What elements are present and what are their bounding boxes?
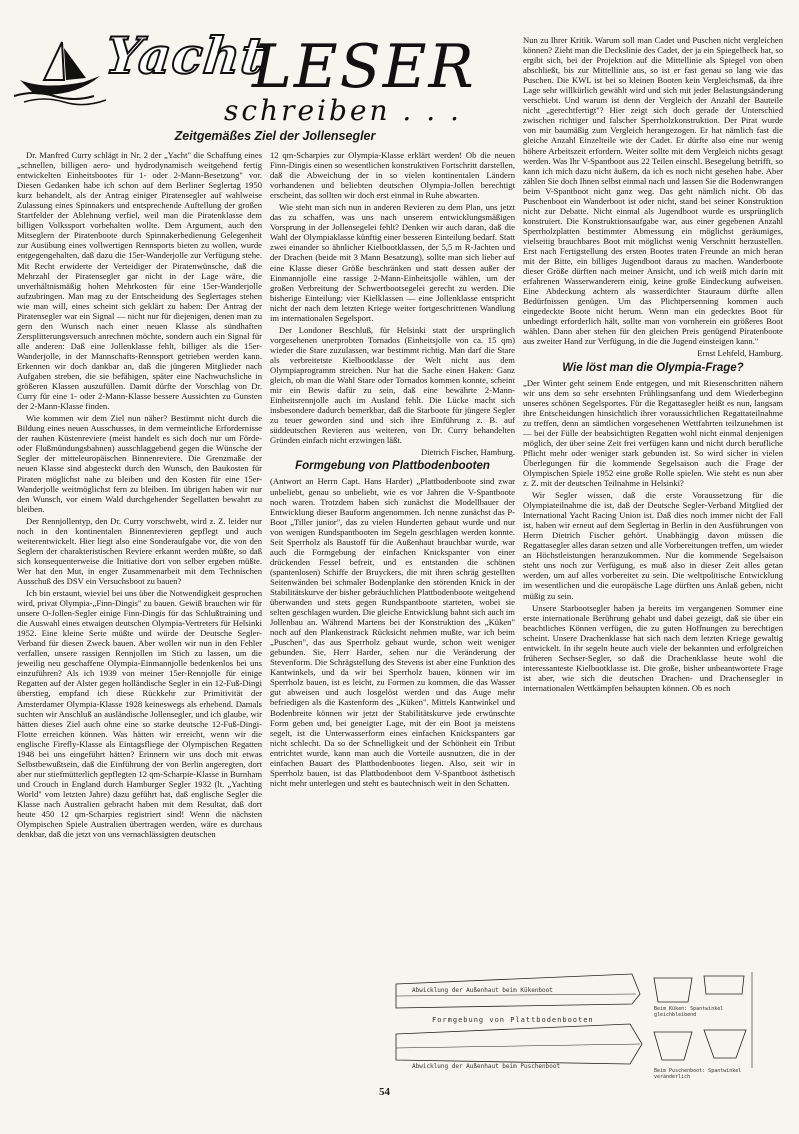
article1-col1-paragraph: Der Rennjollentyp, den Dr. Curry vorschwebt, wird z. Z. leider nur noch in den kontinentalen Binnenrevieren gepflegt und auch weiterentwickelt. Hier liegt also eine Sonderaufgabe vor, die von den Seglern der charakteristischen Reviere erkannt werden müßte, so daß sich konsequenterweise die Initiative dort von selber ergeben müßte. Wer hat den Mut, in enger Zusammenarbeit mit dem Technischen Ausschuß des DSV ein Versuchsboot zu bauen? xyxy=(17,515,262,586)
diagram-label: Formgebung von Plattbodenbooten xyxy=(432,1016,594,1024)
col3-paragraph: Nun zu Ihrer Kritik. Warum soll man Cadet und Puschen nicht vergleichen können? Zieht man die Deckslinie des Cadet, der ja ein Spiegelheck hat, so ergibt sich, bei der Projektion auf die Mittellinie als Spiegel von oben abschließt, bis zur Mittellinie aus, so ist er fast genau so lang wie das Puschen. Die KWL ist bei so kleinen Booten kein Vergleichsmaß, da ihre Lage sehr willkürlich gewählt wird und sich mit jeder Belastungsänderung verschiebt. Und warum ist denn der Vergleich der Anzahl der Bauteile nicht „gerechtfertigt"? Hier zeigt sich doch gerade der Unterschied zwischen richtiger und falscher Sperrholzkonstruktion. Der Pirat wurde von mir baumäßig zum Vergleich herangezogen. Er hat nämlich fast die gleiche Anzahl Einzelteile wie der Cadet. Er dürfte also eine nur wenig höhere Arbeitszeit erfordern. Weiter sollte mit dem Vergleich nichts gesagt werden. Was Ihr V-Spantboot aus 22 Teilen einschl. Besegelung betrifft, so kann ich mich dazu nicht äußern, da ich es noch nicht gesehen habe. Aber zählen Sie doch Ihnen selbst einmal nach und lassen Sie die Bodenwrangen beim V-Spantboot nicht ganz weg. Das geht nämlich nicht. Ob das Puschenboot ein Wanderboot ist oder nicht, stand bei seiner Konstruktion nicht zur Debatte. Nicht einmal als Jugendboot wurde es ursprünglich konstruiert. Die Konstruktionsaufgabe war, aus einer gegebenen Anzahl Sperrholzplatten bestimmter Abmessung ein möglichst geräumiges, vielseitig brauchbares Boot mit möglichst wenig Verschnitt herzustellen. Erst nach Fertigstellung des ersten Bootes traten Freunde an mich heran mit der Bitte, ein billiges Jugendboot daraus zu machen. Wanderboote dieser Größe dürften nach meiner Ansicht, und ich weiß mich darin mit erfahrenen Wasserwanderern einig, keine große Eindeckung aufweisen. Eine Abdeckung achtern als wasserdichter Stauraum dürfte allen Bedürfnissen genügen. Um das Plichtpersenning kommen auch eingedeckte Boote nicht herum. Wenn man ein gedecktes Boot für unbedingt erforderlich hält, sollte man von vornherein ein größeres Boot wählen. Dann aber stehen für den gleichen Preis genügend Piratenboote aus zweiter Hand zur Verfügung, in die die Jugend einsteigen kann." xyxy=(523,35,783,347)
article1-heading: Zeitgemäßes Ziel der Jollensegler xyxy=(174,129,376,143)
column-2 xyxy=(270,150,515,1080)
article2-paragraph: (Antwort an Herrn Capt. Hans Harder) „Plattbodenboote sind zwar unbeliebt, genau so unbeliebt, wie es vor Jahren die V-Spantboote noch waren. Trotzdem haben sich zunächst die Modellbauer der Entwicklung dieser Bauform angenommen. Ich nenne zunächst das P-Boot „Tiller junior", das zu vielen Hunderten gebaut wurde und nur von wenigen Rundspantbooten im Segeln geschlagen werden konnte. Seit Sperrholz als Baustoff für die Außenhaut brauchbar wurde, war auch die Formgebung der einfachen Knickspanter von einer drückenden Fessel befreit, und es entstanden die schönen (spantenlosen) Schiffe der Bruyckers, die mit ihren schräg gestellten Seitenwänden bei schmaler Bodenplanke den störenden Knick in der Stabilitätskurve der bisher gebräuchlichen Plattbodenboote weitgehend überwanden und stets gegen Rundspantboote starteten, wobei sie selten geschlagen wurden. Die gleiche Entwicklung bahnt sich auch im Jollenbau an. Während Martens bei der Konstruktion des „Küken" noch auf den Plankenstrack Rücksicht nehmen mußte, war ich beim „Puschen", das aus Sperrholz gebaut wurde, schon weit weniger gebunden. Sie, Herr Harder, sehen nur die Veränderung der Stevenform. Die Schrägstellung des Stevens ist aber eine Funktion des Kantwinkels, und da wir bei Sperrholz bauen, können wir im Sperrholz bauen, ist es leicht, zu Formen zu kommen, die das Wasser gut abweisen und auch losgelöst werden und das Auge mehr befriedigen als die Kastenform des „Küken". Mittels Kantwinkel und Bodenbreite können wir jetzt der Stabilitätskurve jede erwünschte Form geben und, bei geneigter Lage, mit der ein Boot ja meistens segelt, ist die Unterwasserform eines einfachen Knickspanters gar nicht schlecht. Da so der Schnelligkeit und der Schönheit ein Tribut entrichtet wurde, kann man auch die Vorteile ausnutzen, die in der einfachen Bauart des Plattbodenbootes liegen. Also, seit wir in Sperrholz bauen, ist das Plattbodenboot dem V-Spantboot ästhetisch nicht mehr unterlegen und steht es bautechnisch weit in den Schatten. xyxy=(270,476,515,788)
article2-heading: Formgebung von Plattbodenbooten xyxy=(295,460,490,473)
col3-signature: Ernst Lehfeld, Hamburg. xyxy=(697,348,783,359)
masthead xyxy=(14,22,504,132)
masthead-yacht: Yacht xyxy=(102,26,269,85)
article1-col2-paragraph: 12 qm-Scharpies zur Olympia-Klasse erklärt werden! Ob die neuen Finn-Dingis einen so wesentlichen konstruktiven Fortschritt darstellen, daß die Abweichung der in so vielen kontinentalen Ländern vorhandenen und beliebten deutschen Olympia-Jollen berechtigt erscheint, das sollten wir doch erst einmal in Ruhe abwarten. xyxy=(270,150,515,201)
article1-col1-paragraph: Ich bin erstaunt, wieviel bei uns über die Notwendigkeit gesprochen wird, privat Olympia-„Finn-Dingis" zu bauen. Gewiß brauchen wir für unsere O-Jollen-Segler einige Finn-Dingis für das Schlußtraining und die Auswahl eines etwaigen deutschen Olympia-Vertreters für Helsinki 1952. Eine kleine Serie müßte und würde der Deutsche Segler-Verband für diesen Zweck bauen. Aber wollen wir nun in den Fehler verfallen, unsere rassigen Rennjollen im Stich zu lassen, um die jeweilig neu geschaffene Olympia-Einmannjolle bedenkenlos bei uns einzuführen? Als ich 1939 von meiner 15er-Rennjolle für einige Regatten auf der Alster gegen holländische Segler in ein 12-Fuß-Dingi überstieg, empfand ich diese Rückkehr zur Primitivität der Amsterdamer Olympia-Klasse 1928 keineswegs als erhebend. Damals suchten wir Anschluß an ausländische Jollensegler, und ich glaube, wir hätten dieses Ziel auch ohne eine so starke deutsche 12-Fuß-Dingi-Flotte erreichen können. Was hätten wir erreicht, wenn wir die englische Firefly-Klasse als Eintagsfliege der Olympischen Regatten 1948 bei uns eingeführt hätten? Erinnern wir uns doch mit etwas Selbstbewußtsein, daß die Einführung der von Berlin angeregten, dort aber nur stiefmütterlich gepflegten 12 qm-Scharpie-Klasse in Burnham und Crouch in England durch Hamburger Segler 1932 (lt. „Yachting World" vom letzten Jahre) dazu geführt hat, daß englische Segler die Klasse nach Australien gebracht haben mit dem Resultat, daß dort heute 450 12 qm-Scharpies registriert sind! Wenn die nächsten Olympischen Spiele Australien übertragen werden, wäre es durchaus denkbar, daß die jetzt von uns vernachlässigten deutschen xyxy=(17,588,262,840)
article1-signature: Dietrich Fischer, Hamburg. xyxy=(420,447,515,458)
diagram-label: Beim Küken: Spantwinkel gleichbleibend xyxy=(654,1006,724,1018)
column-3 xyxy=(523,35,783,960)
article1-col1-paragraph: Wie kommen wir dem Ziel nun näher? Bestimmt nicht durch die Bildung eines neuen Ausschusses, in dem vermeintliche Erfordernisse der rauhen Küstenreviere (meist handelt es sich doch nur um Förde- oder Flußmündungsbahnen) ausschlaggebend gegen die Wünsche der Segler der mitteleuropäischen Binnenreviere. Die Grenzmaße der neuen Klasse sind abgesteckt durch den Wunsch, den Baukosten für Piraten möglichst nahe zu bleiben und den Kosten für eine 15er-Wanderjolle weitmöglichst fern zu bleiben. Im übrigen haben wir nur den Wunsch, vor einem Wald durchgehender Segellatten bewahrt zu bleiben. xyxy=(17,413,262,514)
article1-col1-paragraph: Dr. Manfred Curry schlägt in Nr. 2 der „Yacht" die Schaffung eines „schnellen, billigen aero- und hydrodynamisch weitgehend fertig entwickelten Einheitsbootes für 1- oder 2-Mann-Besetzung" vor. Diesen Gedanken habe ich schon auf dem Berliner Seglertag 1950 kurz behandelt, als der Antrag einiger Piratensegler auf wahlweise Zulassung eines Spinnakers und entsprechende Auftellung der großen Startfelder der Ablehnung verfiel, weil man die Piratenklasse dem billigen Volkssport vorbehalten wollte. Dem Argument, auch den Mitseglern der Piratenboote durch Spinnakerbedienung Gelegenheit zur Ausübung eines vollwertigen Rennsports bieten zu wollen, wurde entgegengehalten, daß dazu die 15er-Wanderjolle zur Verfügung stehe. Mit Recht erwiderte der Verteidiger der Piratenwünsche, daß die Mehrzahl der Piratensegler gar nicht in der Lage wäre, die unverhältnismäßig hohen Mehrkosten für eine 15er-Wanderjolle aufzubringen. Man mag zu der Entscheidung des Seglertages stehen wie man will, eines scheint sich geklärt zu haben: Der Antrag der Piratensegler war ein Signal — nicht nur für diejenigen, denen man zu gern den Wunsch nach einer neuen Klasse als sündhaften Zersplitterungsversuch anrechnen möchte, sondern auch ein Signal für alle anderen: Daß eine Jollenklasse fehlt, billiger als die 15er-Wanderjolle, in der Mannschafts-Rennsport getrieben werden kann. Erkennen wir doch dankbar an, daß die jüngeren Mitglieder nach Aufgaben streben, die sie befähigen, später eine Nachwuchsliche in größeren Klassen auszufüllen. Damit dürfte der Vorschlag von Dr. Curry für eine 1- oder 2-Mann-Klasse bessere Aussichten zu Gunsten der 2-Mann-Klasse finden. xyxy=(17,150,262,412)
column-1 xyxy=(17,150,262,1080)
diagram-label: Beim Puschenboot: Spantwinkel veränderlich xyxy=(654,1068,742,1080)
article1-col2-paragraph: Wie steht man sich nun in anderen Revieren zu dem Plan, uns jetzt das zu schaffen, was uns nach unserem entwicklungsmäßigen Vorsprung in der Jollensegelei fehlt? Denken wir auch daran, daß die Wahl der Olympiaklasse künftig einer besseren Einteilung bedarf. Statt zwei einander so ähnlicher Kielbootklassen, der 5,5 m R-Jachten und der Drachen (beide mit 3 Mann Besatzung), sollte man sich lieber auf eine Klasse dieser Größe beschränken und statt dessen außer der Einmannjolle eine rassige 2-Mann-Einheitsjolle wählen, um der großen Verbreitung der Schwertbootsegelei gerecht zu werden. Die bisherige Einteilung: vier Kielklassen — eine Jollenklasse entspricht nicht der nach dem letzten Kriege weiter fortgeschrittenen Wandlung im internationalen Segelsport. xyxy=(270,202,515,323)
article3-paragraph: Wir Segler wissen, daß die erste Voraussetzung für die Olympiateilnahme die ist, daß der Deutsche Segler-Verband Mitglied der International Yacht Racing Union ist. Daß dies noch immer nicht der Fall ist, haben wir erneut auf dem Seglertag in Berlin in den Ausführungen von Herrn Dietrich Fischer gehört. Unabhängig davon müssen die Regattasegler alles daran setzen und alle Vorbereitungen treffen, um wieder an Höchstleistungen heranzukommen. Nur die kommende Segelsaison steht uns noch zur Verfügung, es muß also in dieser Zeit alles getan werden, um auf alles vorbereitet zu sein. Die weltpolitische Entwicklung im wesentlichen und die europäische Lage dürften uns Anlaß geben, nicht müßig zu sein. xyxy=(523,490,783,601)
article1-col2-paragraph: Der Londoner Beschluß, für Helsinki statt der ursprünglich vorgesehenen unerprobten Tornados (Einheitsjolle von ca. 15 qm) wieder die Stare zuzulassen, war bestimmt richtig. Man darf die Stare als verbreitetste Kielbootklasse der Welt nicht aus dem Olympiaprogramm streichen. Nur hat die Sache einen Haken: Ganz gleich, ob man die Wahl Stare oder Tornados kommen konnte, scheint mir ein Bewis dafür zu sein, daß eine bewährte 2-Mann-Einheitsrennjolle auch im Ausland fehlt. Die Lücke macht sich insbesondere dadurch bemerkbar, daß die Starboote für jüngere Segler zu teuer geworden sind und sich ihre Einführung z. B. auf süddeutschen Revieren aus weiteren, von Dr. Curry behandelten Gründen einfach nicht erzwingen läßt. xyxy=(270,324,515,446)
article3-paragraph: „Der Winter geht seinem Ende entgegen, und mit Riesenschritten nähern wir uns dem so sehr ersehnten Frühlingsanfang und dem Wiederbeginn unseres schönen Segelsportes. Für die Regattasegler heißt es nun, langsam ihre Entscheidungen hinsichtlich ihrer voraussichtlichen Regattateilnahme zu treffen, denn an sämtlichen vorgesehenen Wettfahrten teilzunehmen ist — bei der Fülle der beabsichtigten Regatten wohl nicht einmal denjenigen möglich, der über seine Zeit frei verfügen kann und nicht durch berufliche Pflicht mehr oder weniger stark gebunden ist. So wird sicher in vielen Überlegungen für die kommende Segelsaison auch die Frage der Olympischen Spiele 1952 eine große Rolle spielen. Wie steht es nun aber z. Z. mit der deutschen Teilnahme in Helsinki? xyxy=(523,377,783,489)
masthead-leser: LESER xyxy=(252,32,476,102)
hull-development-diagram xyxy=(392,964,785,1082)
page-number: 54 xyxy=(379,1086,390,1098)
diagram-label: Abwicklung der Außenhaut beim Kükenboot xyxy=(412,987,553,994)
article3-heading: Wie löst man die Olympia-Frage? xyxy=(562,361,744,374)
sailboat-illustration xyxy=(14,36,114,106)
masthead-schreiben: schreiben . . . xyxy=(224,94,462,127)
article3-paragraph: Unsere Starbootsegler haben ja bereits im vergangenen Sommer eine erste internationale Berührung gehabt und dabei gezeigt, daß sie über ein beachtliches Können verfügen, die zu guten Hoffnungen zu berechtigen scheint. Unsere Drachenklasse hat sich nach dem letzten Kriege gewaltig entwickelt. In ihr segeln heute auch viele der bekannten und erfolgreichen früheren Sechser-Segler, so daß die Drachenklasse heute wohl die interessanteste Kielbootklasse ist. Die große, bisher unbeantwortete Frage ist aber, wie sich die deutschen Drachen- und Drachensegler in internationalen Wettkämpfen behaupten können. Ob es noch xyxy=(523,602,783,693)
diagram-label: Abwicklung der Außenhaut beim Puschenboot xyxy=(412,1063,561,1070)
